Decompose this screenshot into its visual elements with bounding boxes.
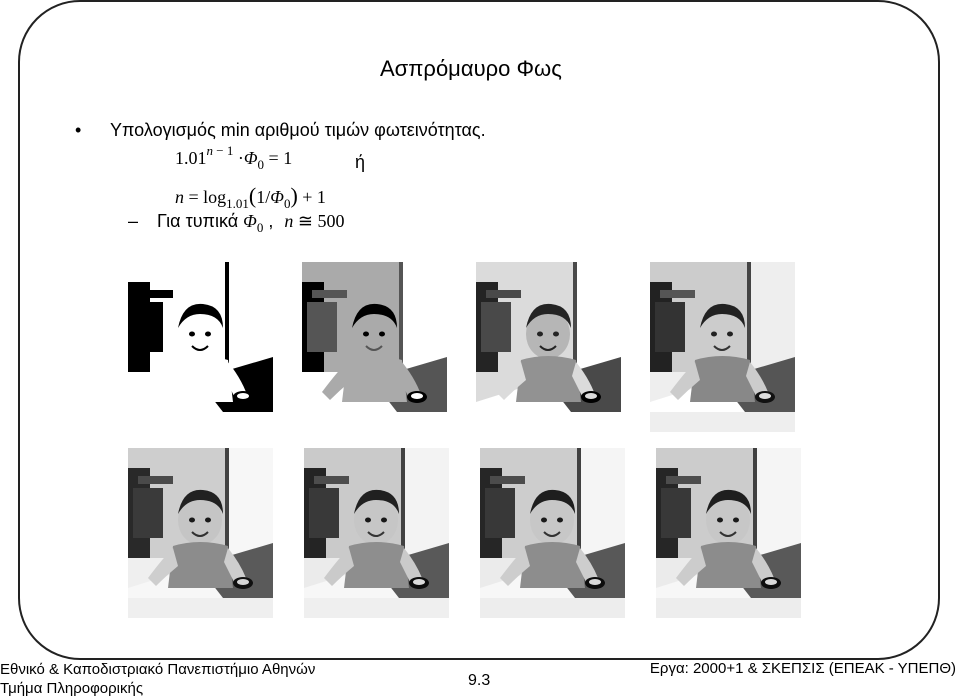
phi0-symbol: $\Phi_0$ [243, 211, 264, 235]
footer-university: Εθνικό & Καποδιστριακό Πανεπιστήμιο Αθηνών [0, 661, 316, 678]
or-word: ή [355, 152, 366, 172]
dash-marker: – [128, 211, 139, 231]
n-value: 500 [317, 211, 345, 231]
footer-institution [0, 660, 315, 698]
photo-levels-2 [128, 262, 273, 432]
photo-levels-64 [304, 448, 449, 618]
equation-2: $n = \log_{1.01}(1/\Phi_0) + 1$ [175, 183, 326, 211]
photo-levels-8 [476, 262, 621, 432]
footer-department: Τμήμα Πληροφορικής [0, 680, 144, 697]
photo-levels-256 [656, 448, 801, 618]
n-approx: n ≅ [284, 211, 318, 231]
bullet-marker: • [75, 120, 82, 140]
footer-project: Εργα: 2000+1 & ΣΚΕΠΣΙΣ (ΕΠΕΑΚ - ΥΠΕΠΘ) [649, 660, 956, 677]
slide-title: Ασπρόμαυρο Φως [380, 56, 562, 81]
photo-levels-128 [480, 448, 625, 618]
photo-levels-16 [650, 262, 795, 432]
photo-levels-32 [128, 448, 273, 618]
typical-label: Για τυπικά [157, 211, 239, 231]
photo-levels-4 [302, 262, 447, 432]
equation-1: $1.01^{n - 1} \cdot\Phi_0 = 1$ [175, 143, 293, 172]
typical-row: – Για τυπικά $\Phi_0$ , n ≅ 500 [128, 211, 345, 235]
bullet-text: Υπολογισμός min αριθμού τιμών φωτεινότητας. [110, 120, 486, 140]
page-number: 9.3 [468, 672, 491, 689]
